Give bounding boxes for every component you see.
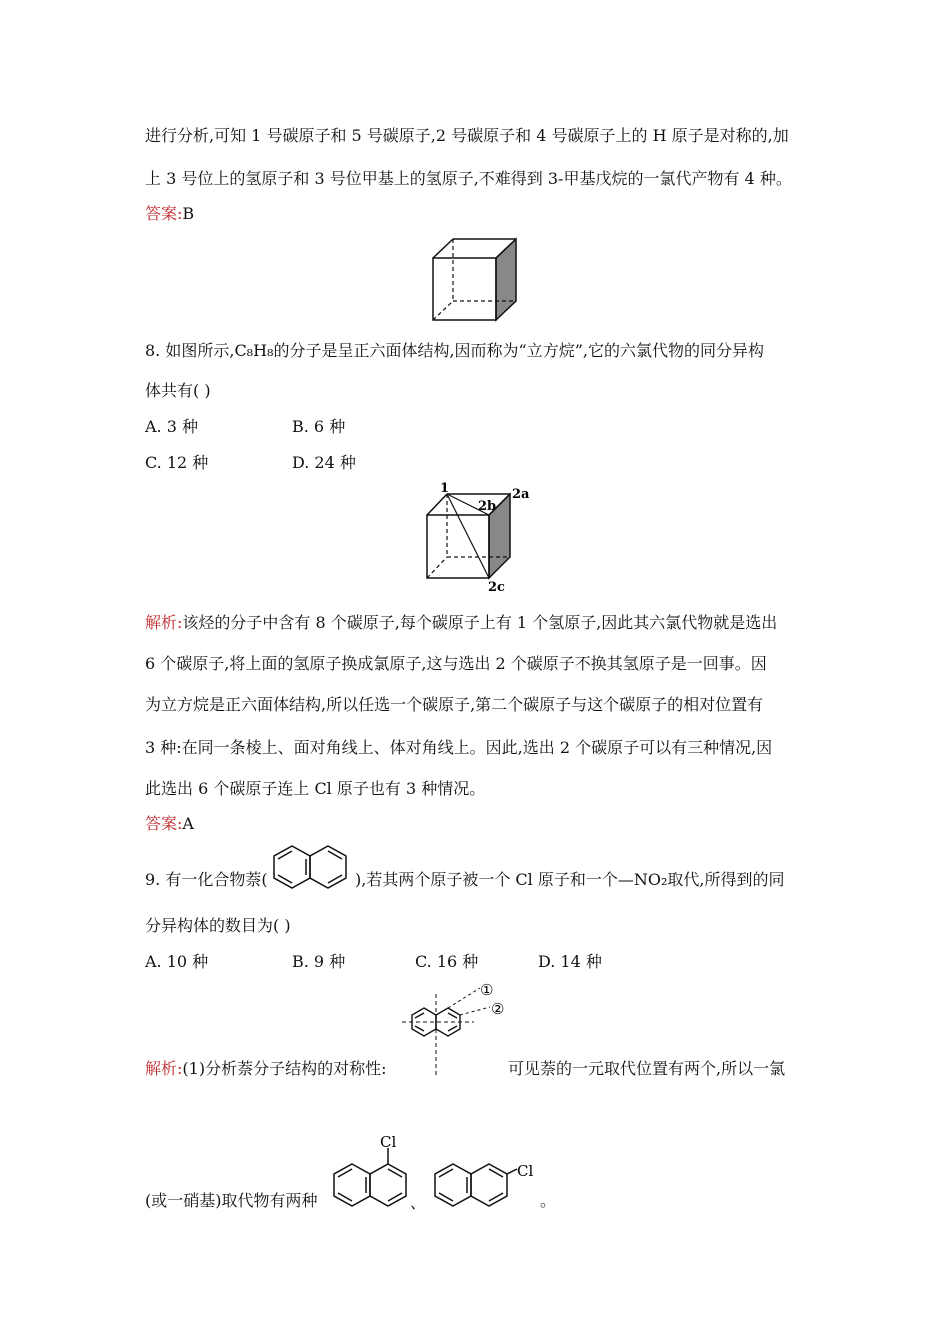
q9-stem-line-1-b: ),若其两个原子被一个 Cl 原子和一个—NO₂取代,所得到的同 [355,870,785,889]
q8-stem-line-1: 8. 如图所示,C₈H₈的分子是呈正六面体结构,因而称为“立方烷”,它的六氯代物的同分异构 [145,341,764,360]
naphthalene-symmetry-figure [402,982,512,1080]
cube-label-2a: 2a [512,487,530,502]
labeled-cube-figure [420,480,535,592]
q8-analysis-line-1: 解析:该烃的分子中含有 8 个碳原子,每个碳原子上有 1 个氢原子,因此其六氯代物就是选出 [145,613,778,632]
q8-option-b: B. 6 种 [292,417,346,436]
q9-stem-line-1-a: 9. 有一化合物萘( [145,870,268,889]
analysis-label: 解析: [145,1059,183,1078]
q8-analysis-line-4: 3 种:在同一条棱上、面对角线上、体对角线上。因此,选出 2 个碳原子可以有三种情况,因 [145,738,773,757]
q9-stem-line-2: 分异构体的数目为( ) [145,916,291,935]
intro-answer [145,206,194,222]
intro-line-1: 进行分析,可知 1 号碳原子和 5 号碳原子,2 号碳原子和 4 号碳原子上的 H 原子是对称的,加 [145,126,789,145]
cube-label-2c: 2c [488,580,505,592]
cube-label-1: 1 [440,481,450,496]
q8-option-c: C. 12 种 [145,453,209,472]
beta-chloronaphthalene-structure [433,1160,539,1210]
cl-label: Cl [380,1133,397,1151]
q9-option-c: C. 16 种 [415,952,479,971]
cube-front-face [427,515,489,578]
q9-option-b: B. 9 种 [292,952,346,971]
answer-label: 答案: [145,204,183,223]
q9-analysis-line-1-b: 可见萘的一元取代位置有两个,所以一氯 [508,1059,786,1078]
cube-front-face [433,258,496,320]
cl-label: Cl [517,1162,534,1180]
position-2-label: ② [491,1000,505,1018]
analysis-label: 解析: [145,613,183,632]
answer-value: A [182,814,194,833]
naphthalene-structure [272,843,350,891]
cube-label-2b: 2b [478,499,497,514]
q9-option-a: A. 10 种 [145,952,209,971]
q8-analysis-line-2: 6 个碳原子,将上面的氢原子换成氯原子,这与选出 2 个碳原子不换其氢原子是一回事。因 [145,654,767,673]
q9-analysis-line-2: (或一硝基)取代物有两种 [145,1191,318,1210]
q8-option-d: D. 24 种 [292,453,356,472]
cube-shaded-face [496,239,516,320]
q8-answer [145,816,194,832]
q8-analysis-line-3: 为立方烷是正六面体结构,所以任选一个碳原子,第二个碳原子与这个碳原子的相对位置有 [145,695,764,714]
q8-analysis-line-5: 此选出 6 个碳原子连上 Cl 原子也有 3 种情况。 [145,779,486,798]
cube-figure [430,236,520,324]
separator-mark: 、 [410,1193,427,1212]
q8-stem-line-2: 体共有( ) [145,381,211,400]
position-1-label: ① [480,982,494,999]
q8-option-a: A. 3 种 [145,417,198,436]
answer-value: B [182,204,195,223]
end-mark: 。 [540,1191,557,1210]
q9-analysis-line-1-a: 解析:(1)分析萘分子结构的对称性: [145,1059,387,1078]
q9-option-d: D. 14 种 [538,952,602,971]
intro-line-2: 上 3 号位上的氢原子和 3 号位甲基上的氢原子,不难得到 3-甲基戊烷的一氯代产物有 4 种。 [145,169,792,188]
answer-label: 答案: [145,814,183,833]
alpha-chloronaphthalene-structure [332,1132,410,1212]
